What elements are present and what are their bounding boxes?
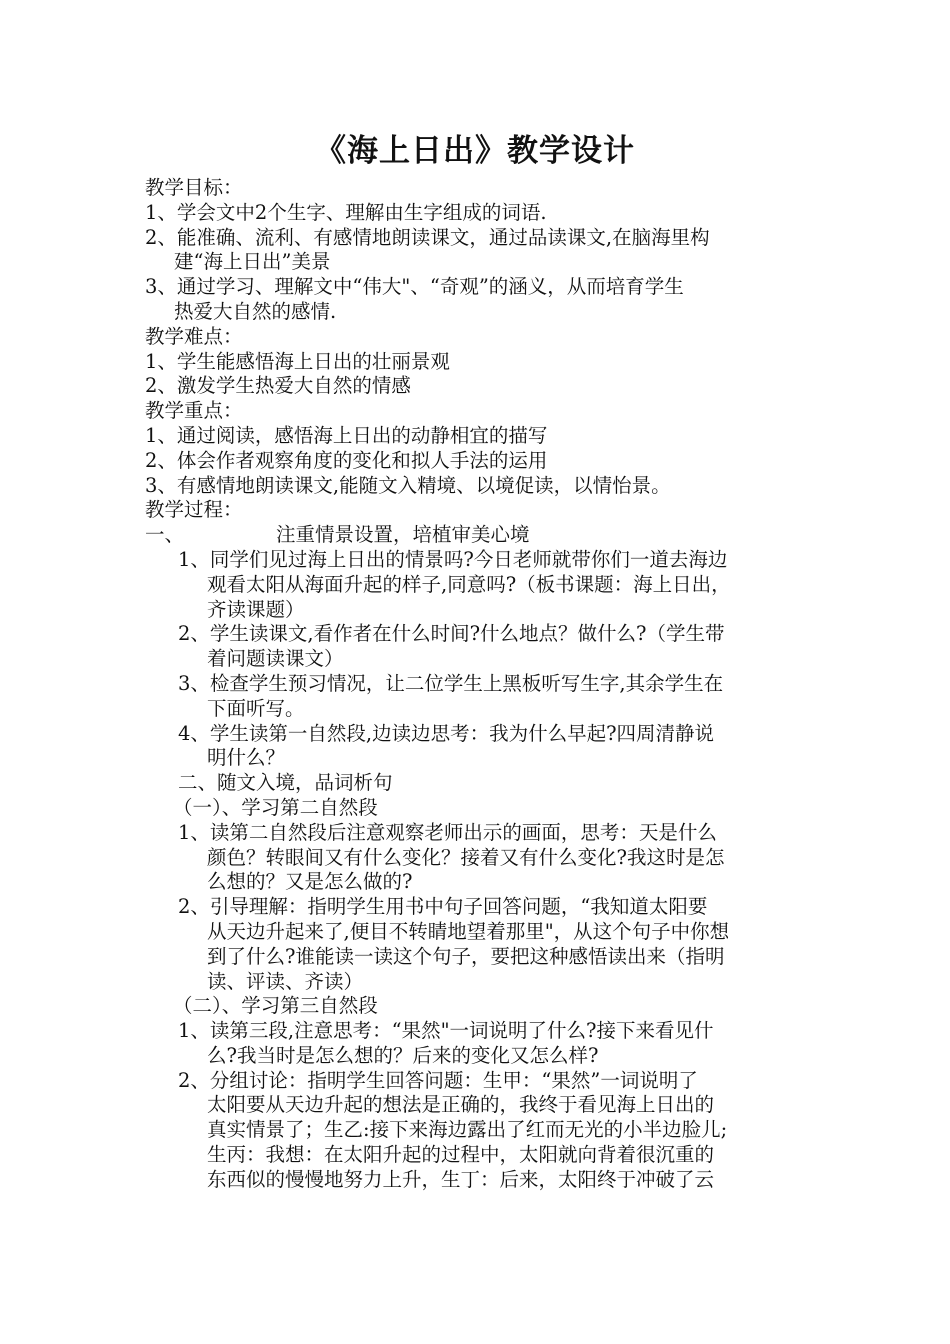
process-step-continued: 太阳要从天边升起的想法是正确的，我终于看见海上日出的 <box>207 1093 715 1117</box>
process-part-two-heading: 二、随文入境，品词析句 <box>178 771 393 795</box>
process-step-continued: 齐读课题） <box>207 597 305 621</box>
process-step: 1、读第三段,注意思考：“果然"一词说明了什么?接下来看见什 <box>178 1019 714 1043</box>
process-step-continued: 真实情景了；生乙:接下来海边露出了红而无光的小半边脸儿; <box>207 1118 728 1142</box>
objective-item: 3、通过学习、理解文中“伟大"、“奇观”的涵义，从而培育学生 <box>145 275 684 299</box>
difficulty-item: 1、学生能感悟海上日出的壮丽景观 <box>145 349 450 373</box>
process-step-continued: 明什么？ <box>207 746 286 770</box>
process-step: 4、学生读第一自然段,边读边思考：我为什么早起?四周清静说 <box>178 721 715 745</box>
document-title: 《海上日出》教学设计 <box>315 133 635 169</box>
key-point-item: 2、体会作者观察角度的变化和拟人手法的运用 <box>145 448 548 472</box>
process-step-continued: 生丙：我想：在太阳升起的过程中，太阳就向背着很沉重的 <box>207 1143 715 1167</box>
section-heading-difficulties: 教学难点： <box>145 324 243 348</box>
process-step: 1、读第二自然段后注意观察老师出示的画面，思考：天是什么 <box>178 820 717 844</box>
process-step-continued: 读、评读、齐读） <box>207 969 364 993</box>
process-step-continued: 么?我当时是怎么想的？后来的变化又怎么样? <box>207 1043 599 1067</box>
process-step-continued: 着问题读课文） <box>207 647 344 671</box>
section-heading-key-points: 教学重点： <box>145 399 243 423</box>
document-body <box>145 176 825 1193</box>
process-step-continued: 观看太阳从海面升起的样子,同意吗?（板书课题：海上日出， <box>207 572 731 596</box>
objective-item: 1、学会文中2个生字、理解由生字组成的词语. <box>145 200 547 224</box>
objective-item: 2、能准确、流利、有感情地朗读课文，通过品读课文,在脑海里构 <box>145 225 710 249</box>
process-step-continued: 颜色？转眼间又有什么变化？接着又有什么变化?我这时是怎 <box>207 845 725 869</box>
process-step: 3、检查学生预习情况，让二位学生上黑板听写生字,其余学生在 <box>178 671 724 695</box>
process-step: 1、同学们见过海上日出的情景吗?今日老师就带你们一道去海边 <box>178 547 728 571</box>
part-number: 一、 <box>145 523 185 547</box>
process-step-continued: 下面听写。 <box>207 696 305 720</box>
process-step-continued: 东西似的慢慢地努力上升，生丁：后来，太阳终于冲破了云 <box>207 1167 715 1191</box>
section-heading-objectives: 教学目标： <box>145 176 243 199</box>
process-step-continued: 到了什么?谁能读一读这个句子，要把这种感悟读出来（指明 <box>207 944 725 968</box>
key-point-item: 3、有感情地朗读课文,能随文入精境、以境促读，以情怡景。 <box>145 473 671 497</box>
process-step-continued: 么想的？又是怎么做的? <box>207 870 413 894</box>
objective-item-continued: 建“海上日出”美景 <box>174 250 331 274</box>
key-point-item: 1、通过阅读，感悟海上日出的动静相宜的描写 <box>145 423 548 447</box>
part-title: 注重情景设置，培植审美心境 <box>276 523 530 547</box>
process-step: 2、学生读课文,看作者在什么时间?什么地点？做什么?（学生带 <box>178 622 725 646</box>
process-step: 2、分组讨论：指明学生回答问题：生甲：“果然”一词说明了 <box>178 1068 698 1092</box>
objective-item-continued: 热爱大自然的感情. <box>174 299 337 323</box>
difficulty-item: 2、激发学生热爱大自然的情感 <box>145 374 411 398</box>
subsection-heading: （二）、学习第三自然段 <box>173 994 378 1018</box>
process-part-one-heading <box>145 523 825 548</box>
process-step-continued: 从天边升起来了,便目不转睛地望着那里"，从这个句子中你想 <box>207 919 730 943</box>
section-heading-process: 教学过程： <box>145 498 243 522</box>
subsection-heading: （一）、学习第二自然段 <box>173 795 378 819</box>
process-step: 2、引导理解：指明学生用书中句子回答问题，“我知道太阳要 <box>178 895 708 919</box>
